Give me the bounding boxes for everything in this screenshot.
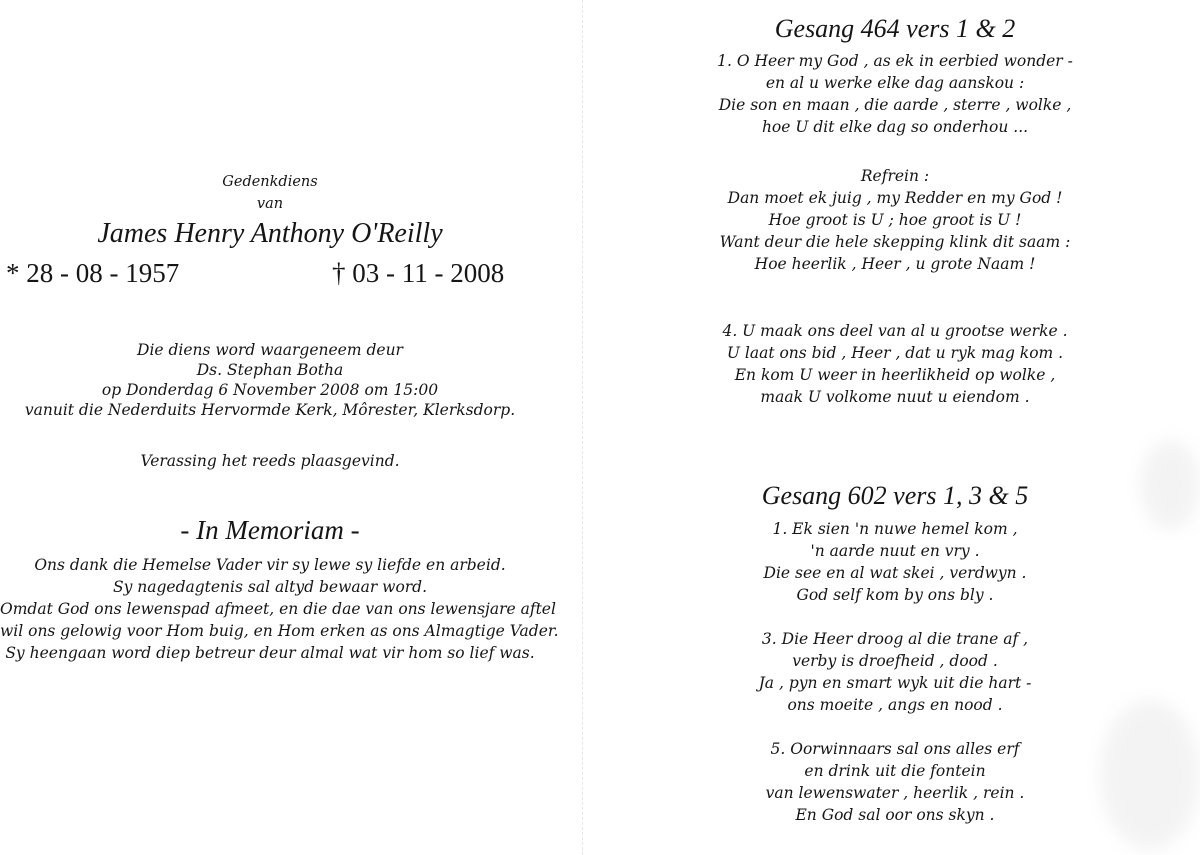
service-line: vanuit die Nederduits Hervormde Kerk, Môrester, Klerksdorp. bbox=[24, 401, 516, 419]
verse-line: Die son en maan , die aarde , sterre , wolke , bbox=[718, 96, 1072, 114]
verse-line: U laat ons bid , Heer , dat u ryk mag kom . bbox=[726, 344, 1064, 362]
verse-line: Hoe groot is U ; hoe groot is U ! bbox=[768, 211, 1022, 229]
verse-line: 5. Oorwinnaars sal ons alles erf bbox=[770, 740, 1020, 758]
fold-line bbox=[582, 0, 583, 855]
in-memoriam-title: - In Memoriam - bbox=[180, 515, 360, 545]
service-line: Die diens word waargeneem deur bbox=[137, 341, 403, 359]
memoriam-text bbox=[0, 554, 559, 664]
verse-line: hoe U dit elke dag so onderhou ... bbox=[761, 118, 1029, 136]
memoriam-line: Ons dank die Hemelse Vader vir sy lewe sy liefde en arbeid. bbox=[34, 556, 506, 574]
service-line: op Donderdag 6 November 2008 om 15:00 bbox=[101, 381, 439, 399]
memoriam-line: Omdat God ons lewenspad afmeet, en die dae van ons lewensjare aftel bbox=[0, 600, 556, 618]
hymn-602-verse-1 bbox=[600, 518, 1190, 606]
hymn-464-verse-4 bbox=[600, 320, 1190, 408]
verse-line: 3. Die Heer droog al die trane af , bbox=[761, 630, 1029, 648]
verse-line: 1. Ek sien 'n nuwe hemel kom , bbox=[772, 520, 1018, 538]
verse-line: en al u werke elke dag aanskou : bbox=[765, 74, 1025, 92]
service-line: Ds. Stephan Botha bbox=[196, 361, 344, 379]
verse-line: 1. O Heer my God , as ek in eerbied wonder - bbox=[717, 52, 1073, 70]
memoriam-line: Sy nagedagtenis sal altyd bewaar word. bbox=[112, 578, 428, 596]
death-date: † 03 - 11 - 2008 bbox=[332, 258, 505, 288]
verse-line: ons moeite , angs en nood . bbox=[787, 696, 1003, 714]
hymn-464-title: Gesang 464 vers 1 & 2 bbox=[774, 14, 1016, 43]
hymn-602-verse-5 bbox=[600, 738, 1190, 826]
verse-line: Dan moet ek juig , my Redder en my God ! bbox=[727, 189, 1063, 207]
cremation-note: Verassing het reeds plaasgevind. bbox=[140, 452, 400, 470]
verse-line: Want deur die hele skepping klink dit saam : bbox=[719, 233, 1071, 251]
verse-line: verby is droefheid , dood . bbox=[792, 652, 998, 670]
verse-line: maak U volkome nuut u eiendom . bbox=[760, 388, 1030, 406]
memoriam-line: Sy heengaan word diep betreur deur almal wat vir hom so lief was. bbox=[5, 644, 535, 662]
hymn-464-refrain bbox=[600, 187, 1190, 275]
hymn-602-title: Gesang 602 vers 1, 3 & 5 bbox=[761, 481, 1029, 510]
verse-line: en drink uit die fontein bbox=[804, 762, 986, 780]
verse-line: En God sal oor ons skyn . bbox=[795, 806, 995, 824]
verse-line: Ja , pyn en smart wyk uit die hart - bbox=[758, 674, 1032, 692]
verse-line: Hoe heerlik , Heer , u grote Naam ! bbox=[754, 255, 1036, 273]
hymn-464-verse-1 bbox=[600, 50, 1190, 138]
birth-date: * 28 - 08 - 1957 bbox=[6, 258, 180, 288]
verse-line: God self kom by ons bly . bbox=[796, 586, 994, 604]
service-heading-van: van bbox=[256, 196, 284, 212]
deceased-name: James Henry Anthony O'Reilly bbox=[97, 218, 443, 249]
memoriam-line: wil ons gelowig voor Hom buig, en Hom erken as ons Almagtige Vader. bbox=[0, 622, 559, 640]
verse-line: En kom U weer in heerlikheid op wolke , bbox=[734, 366, 1056, 384]
verse-line: Die see en al wat skei , verdwyn . bbox=[763, 564, 1027, 582]
hymn-602-verse-3 bbox=[600, 628, 1190, 716]
refrain-label: Refrein : bbox=[860, 167, 930, 185]
service-details bbox=[0, 340, 540, 420]
verse-line: 'n aarde nuut en vry . bbox=[810, 542, 980, 560]
verse-line: van lewenswater , heerlik , rein . bbox=[765, 784, 1025, 802]
service-heading: Gedenkdiens bbox=[222, 174, 318, 190]
verse-line: 4. U maak ons deel van al u grootse werke . bbox=[722, 322, 1068, 340]
